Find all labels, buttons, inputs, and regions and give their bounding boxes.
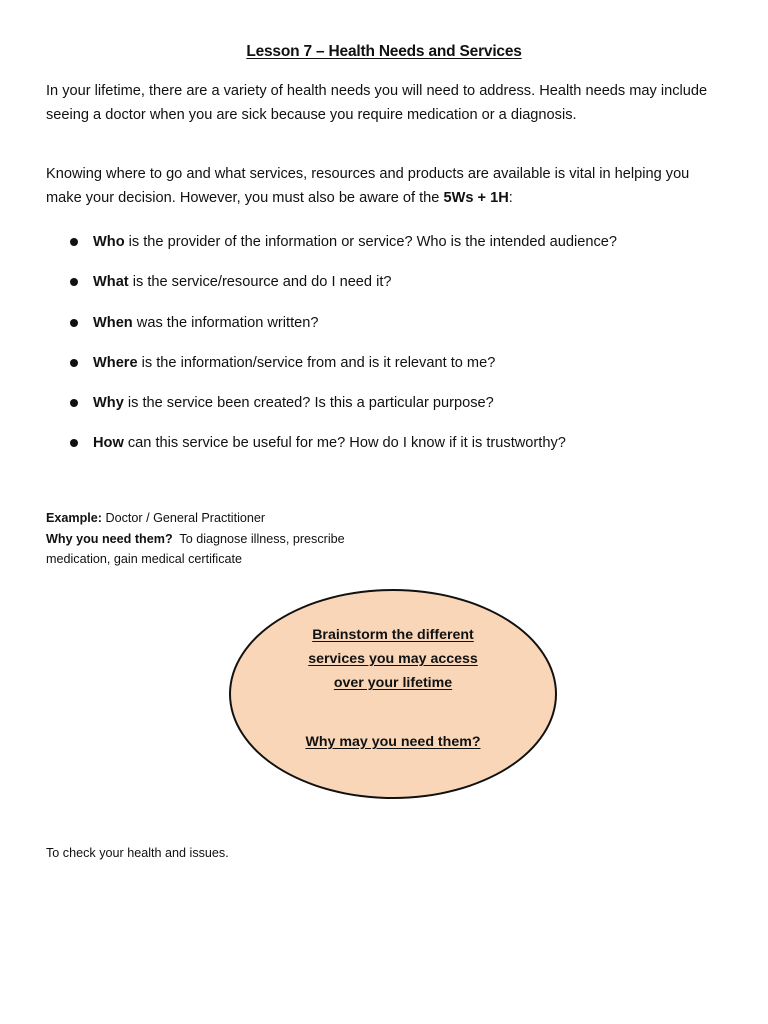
student-answer: To check your health and issues. bbox=[46, 846, 229, 860]
bullet-icon bbox=[70, 439, 78, 447]
list-item-why bbox=[0, 391, 768, 431]
list-item-when bbox=[0, 311, 768, 351]
bullet-body: is the service/resource and do I need it? bbox=[128, 274, 392, 291]
bullet-text bbox=[93, 431, 566, 455]
bullet-body: is the service been created? Is this a particular purpose? bbox=[123, 395, 494, 412]
bullet-text bbox=[93, 391, 494, 415]
question-list bbox=[0, 230, 768, 472]
brainstorm-ellipse bbox=[229, 589, 557, 799]
intro-paragraph-2-end: : bbox=[508, 190, 513, 206]
bullet-icon bbox=[70, 359, 78, 367]
bullet-icon bbox=[70, 319, 78, 327]
bullet-icon bbox=[70, 278, 78, 286]
bullet-keyword: Why bbox=[93, 395, 124, 412]
example-line bbox=[46, 508, 406, 529]
brainstorm-question: Why may you need them? bbox=[305, 734, 481, 750]
bullet-text bbox=[93, 270, 392, 294]
page-title: Lesson 7 – Health Needs and Services bbox=[246, 43, 522, 60]
five-ws-one-h: 5Ws + 1H bbox=[443, 190, 509, 206]
bullet-keyword: How bbox=[93, 435, 124, 452]
bullet-text bbox=[93, 351, 495, 375]
intro-paragraph-1: In your lifetime, there are a variety of health needs you will need to address. Health needs may include seeing a doctor when you are sick because you require medication or a diagnosis. bbox=[46, 83, 708, 123]
bullet-icon bbox=[70, 399, 78, 407]
why-value-continued: medication, gain medical certificate bbox=[46, 552, 242, 566]
list-item-where bbox=[0, 351, 768, 391]
why-value: To diagnose illness, prescribe bbox=[172, 531, 345, 546]
why-line bbox=[46, 529, 406, 550]
why-label: Why you need them? bbox=[46, 531, 173, 546]
list-item-what bbox=[0, 270, 768, 310]
example-block bbox=[46, 508, 406, 570]
bullet-keyword: What bbox=[93, 274, 129, 291]
brainstorm-line-2: services you may access bbox=[308, 651, 478, 667]
example-label: Example: bbox=[46, 511, 102, 525]
bullet-keyword: Who bbox=[93, 234, 125, 250]
bullet-text bbox=[93, 311, 318, 335]
bullet-keyword: When bbox=[93, 314, 133, 331]
intro-paragraph-2-text: Knowing where to go and what services, resources and products are available is vital in helping you make your decision. However, you must also be aware of the bbox=[46, 166, 690, 206]
bullet-body: is the information/service from and is it relevant to me? bbox=[137, 354, 496, 371]
brainstorm-line-1: Brainstorm the different bbox=[312, 627, 474, 643]
bullet-body: was the information written? bbox=[132, 314, 319, 331]
brainstorm-line-3: over your lifetime bbox=[333, 675, 453, 691]
bullet-icon bbox=[70, 238, 78, 246]
bullet-text bbox=[93, 230, 617, 254]
intro-paragraph-2 bbox=[46, 162, 726, 210]
example-value: Doctor / General Practitioner bbox=[102, 511, 266, 525]
bullet-keyword: Where bbox=[93, 354, 138, 371]
list-item-who bbox=[0, 230, 768, 270]
list-item-how bbox=[0, 431, 768, 471]
bullet-body: is the provider of the information or service? Who is the intended audience? bbox=[124, 234, 618, 250]
bullet-body: can this service be useful for me? How do I know if it is trustworthy? bbox=[123, 435, 566, 452]
